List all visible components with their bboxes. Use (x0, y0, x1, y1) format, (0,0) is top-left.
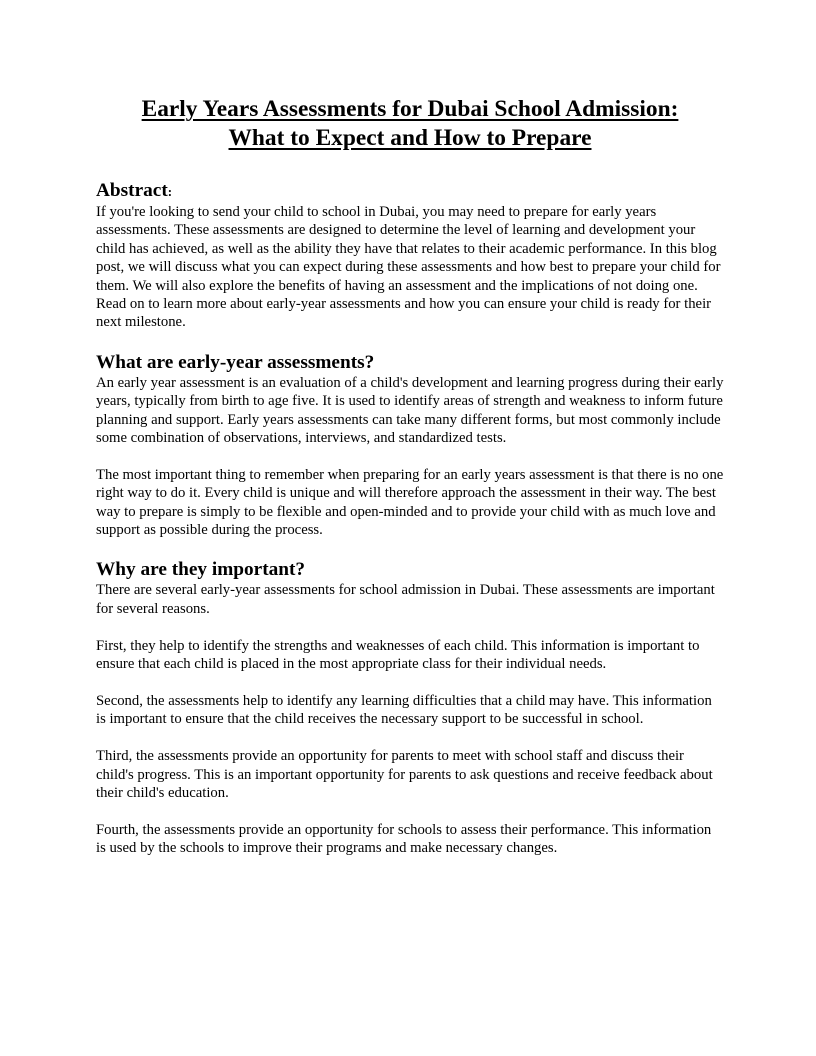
what-paragraph: An early year assessment is an evaluation of a child's development and learning progress during their early years, typically from birth to age five. It is used to identify areas of strength and weakness to inform future planning and support. Early years assessments can take many different forms, but most commonly include some combination of observations, interviews, and standardized tests. (96, 374, 724, 447)
document-page (96, 95, 724, 858)
title-line-1: Early Years Assessments for Dubai School Admission: (141, 96, 679, 122)
what-paragraph: The most important thing to remember when preparing for an early years assessment is that there is no one right way to do it. Every child is unique and will therefore approach the assessment in their way. The best way to prepare is simply to be flexible and open-minded and to provide your child with as much love and support as possible during the process. (96, 466, 724, 539)
abstract-heading-text: Abstract (96, 180, 168, 201)
abstract-heading-colon: : (167, 184, 173, 199)
what-heading: What are early-year assessments? (96, 351, 375, 373)
why-paragraph: There are several early-year assessments for school admission in Dubai. These assessments are important for several reasons. (96, 582, 715, 617)
abstract-heading (96, 180, 724, 203)
why-heading: Why are they important? (96, 559, 306, 581)
why-paragraph: First, they help to identify the strengths and weaknesses of each child. This information is important to ensure that each child is placed in the most appropriate class for their individual needs. (96, 637, 700, 673)
title-line-2: What to Expect and How to Prepare (228, 125, 592, 151)
what-section (96, 352, 724, 540)
abstract-body: If you're looking to send your child to school in Dubai, you may need to prepare for early years assessments. These assessments are designed to determine the level of learning and development your child has achieved, as well as the ability they have that relates to their academic performance. In this blog post, we will discuss what you can expect during these assessments and how best to prepare your child for them. We will also explore the benefits of having an assessment and the implications of not doing one. Read on to learn more about early-year assessments and how you can ensure your child is ready for their next milestone. (96, 204, 721, 331)
document-title (96, 95, 724, 153)
why-section (96, 559, 724, 857)
why-paragraph: Second, the assessments help to identify any learning difficulties that a child may have. This information is important to ensure that the child receives the necessary support to be successful in school. (96, 692, 712, 728)
abstract-section (96, 180, 724, 332)
why-paragraph: Fourth, the assessments provide an opportunity for schools to assess their performance. This information is used by the schools to improve their programs and make necessary changes. (96, 821, 712, 857)
why-paragraph: Third, the assessments provide an opportunity for parents to meet with school staff and discuss their child's progress. This is an important opportunity for parents to ask questions and receive feedback about their child's education. (96, 748, 713, 801)
